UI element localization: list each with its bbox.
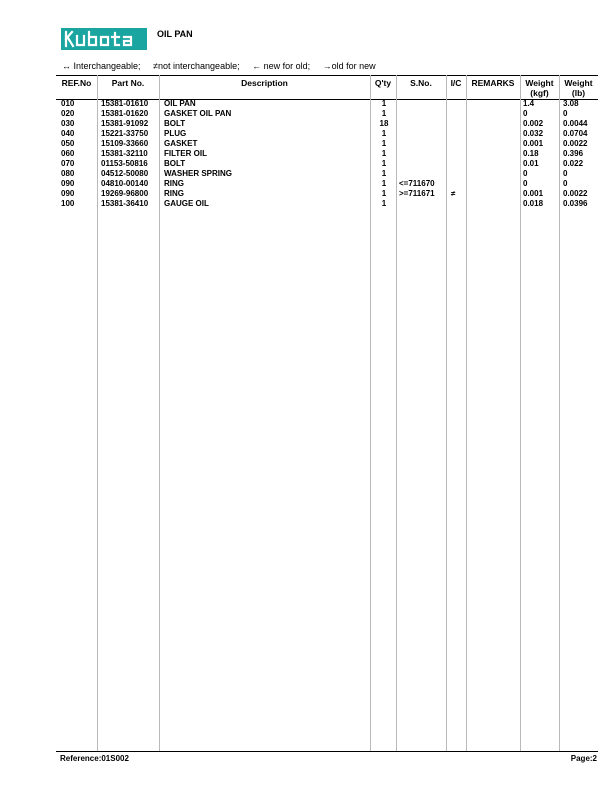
legend-not-interchangeable: ≠not interchangeable; xyxy=(153,61,240,71)
table-row xyxy=(56,109,598,119)
cell-part-no: 04512-50080 xyxy=(101,169,149,178)
cell-description: GASKET xyxy=(164,139,198,148)
cell-weight-lb: 0 xyxy=(563,109,568,118)
cell-weight-lb: 3.08 xyxy=(563,99,579,108)
cell-qty: 1 xyxy=(381,99,387,108)
cell-weight-kgf: 0.18 xyxy=(523,149,539,158)
kubota-logo-mark xyxy=(61,28,147,50)
cell-weight-lb: 0.022 xyxy=(563,159,584,168)
table-row xyxy=(56,139,598,149)
cell-part-no: 04810-00140 xyxy=(101,179,149,188)
table-row xyxy=(56,129,598,139)
cell-description: WASHER SPRING xyxy=(164,169,233,178)
cell-ref: 050 xyxy=(61,139,75,148)
col-header-weight-lb-line1: Weight xyxy=(564,78,593,88)
cell-qty: 18 xyxy=(379,119,389,128)
cell-description: BOLT xyxy=(164,159,186,168)
cell-weight-lb: 0.0396 xyxy=(563,199,588,208)
cell-weight-lb: 0.0022 xyxy=(563,189,588,198)
cell-part-no: 15381-36410 xyxy=(101,199,149,208)
cell-description: RING xyxy=(164,179,184,188)
cell-ref: 020 xyxy=(61,109,75,118)
cell-ref: 100 xyxy=(61,199,75,208)
table-row xyxy=(56,189,598,199)
cell-qty: 1 xyxy=(381,149,387,158)
cell-part-no: 15221-33750 xyxy=(101,129,149,138)
cell-weight-kgf: 0 xyxy=(523,169,528,178)
cell-part-no: 15381-01610 xyxy=(101,99,149,108)
col-header-weight-kgf-line1: Weight xyxy=(525,78,554,88)
cell-weight-kgf: 0.032 xyxy=(523,129,544,138)
cell-description: GASKET OIL PAN xyxy=(164,109,232,118)
cell-ic: ≠ xyxy=(451,189,456,198)
kubota-logo xyxy=(61,28,147,50)
table-body xyxy=(56,99,598,209)
cell-qty: 1 xyxy=(381,169,387,178)
table-top-border xyxy=(56,75,598,76)
cell-description: PLUG xyxy=(164,129,187,138)
cell-ref: 070 xyxy=(61,159,75,168)
table-row xyxy=(56,179,598,189)
page-number: Page:2 xyxy=(570,754,597,763)
cell-qty: 1 xyxy=(381,189,387,198)
col-header-qty: Q'ty xyxy=(374,78,392,88)
col-header-remarks: REMARKS xyxy=(471,78,515,88)
legend xyxy=(62,61,386,71)
cell-qty: 1 xyxy=(381,109,387,118)
cell-weight-kgf: 0.001 xyxy=(523,189,544,198)
col-header-description: Description xyxy=(241,78,288,88)
table-row xyxy=(56,149,598,159)
page-title: OIL PAN xyxy=(157,29,193,39)
cell-weight-kgf: 0.001 xyxy=(523,139,544,148)
table-row xyxy=(56,169,598,179)
parts-table xyxy=(56,75,598,751)
legend-new-for-old: ← new for old; xyxy=(252,61,311,71)
cell-part-no: 01153-50816 xyxy=(101,159,148,168)
table-bottom-border xyxy=(56,751,598,752)
cell-ref: 080 xyxy=(61,169,75,178)
cell-weight-lb: 0.396 xyxy=(563,149,584,158)
cell-weight-kgf: 0.002 xyxy=(523,119,544,128)
col-header-weight-lb-line2: (lb) xyxy=(571,88,586,98)
cell-part-no: 15381-32110 xyxy=(101,149,148,158)
cell-description: RING xyxy=(164,189,184,198)
cell-weight-kgf: 1.4 xyxy=(523,99,535,108)
col-header-ref: REF.No xyxy=(61,78,92,88)
col-header-weight-kgf xyxy=(520,78,559,98)
cell-qty: 1 xyxy=(381,139,387,148)
cell-weight-lb: 0.0704 xyxy=(563,129,588,138)
cell-sno: <=711670 xyxy=(399,179,435,188)
cell-sno: >=711671 xyxy=(399,189,435,198)
col-header-sno: S.No. xyxy=(410,78,432,88)
cell-part-no: 19269-96800 xyxy=(101,189,149,198)
cell-description: BOLT xyxy=(164,119,186,128)
cell-weight-lb: 0 xyxy=(563,169,568,178)
cell-part-no: 15109-33660 xyxy=(101,139,149,148)
cell-part-no: 15381-91092 xyxy=(101,119,149,128)
cell-qty: 1 xyxy=(381,129,387,138)
cell-description: GAUGE OIL xyxy=(164,199,209,208)
cell-weight-kgf: 0 xyxy=(523,179,528,188)
col-header-weight-lb xyxy=(559,78,598,98)
cell-ref: 030 xyxy=(61,119,75,128)
table-row xyxy=(56,99,598,109)
cell-qty: 1 xyxy=(381,159,387,168)
cell-description: FILTER OIL xyxy=(164,149,207,158)
reference-code: Reference:01S002 xyxy=(60,754,129,763)
cell-ref: 010 xyxy=(61,99,75,108)
cell-ref: 040 xyxy=(61,129,75,138)
legend-interchangeable: ↔ Interchangeable; xyxy=(62,61,141,71)
cell-weight-lb: 0 xyxy=(563,179,568,188)
cell-ref: 090 xyxy=(61,179,75,188)
cell-weight-kgf: 0.01 xyxy=(523,159,539,168)
col-header-weight-kgf-line2: (kgf) xyxy=(530,88,549,98)
legend-old-for-new: →old for new xyxy=(322,61,376,71)
cell-ref: 090 xyxy=(61,189,75,198)
cell-weight-lb: 0.0022 xyxy=(563,139,588,148)
table-row xyxy=(56,159,598,169)
cell-weight-kgf: 0.018 xyxy=(523,199,544,208)
cell-description: OIL PAN xyxy=(164,99,196,108)
table-row xyxy=(56,199,598,209)
col-header-part: Part No. xyxy=(111,78,145,88)
col-header-ic: I/C xyxy=(450,78,462,88)
cell-qty: 1 xyxy=(381,179,387,188)
cell-qty: 1 xyxy=(381,199,387,208)
cell-weight-kgf: 0 xyxy=(523,109,528,118)
table-row xyxy=(56,119,598,129)
cell-ref: 060 xyxy=(61,149,75,158)
cell-weight-lb: 0.0044 xyxy=(563,119,588,128)
cell-part-no: 15381-01620 xyxy=(101,109,149,118)
